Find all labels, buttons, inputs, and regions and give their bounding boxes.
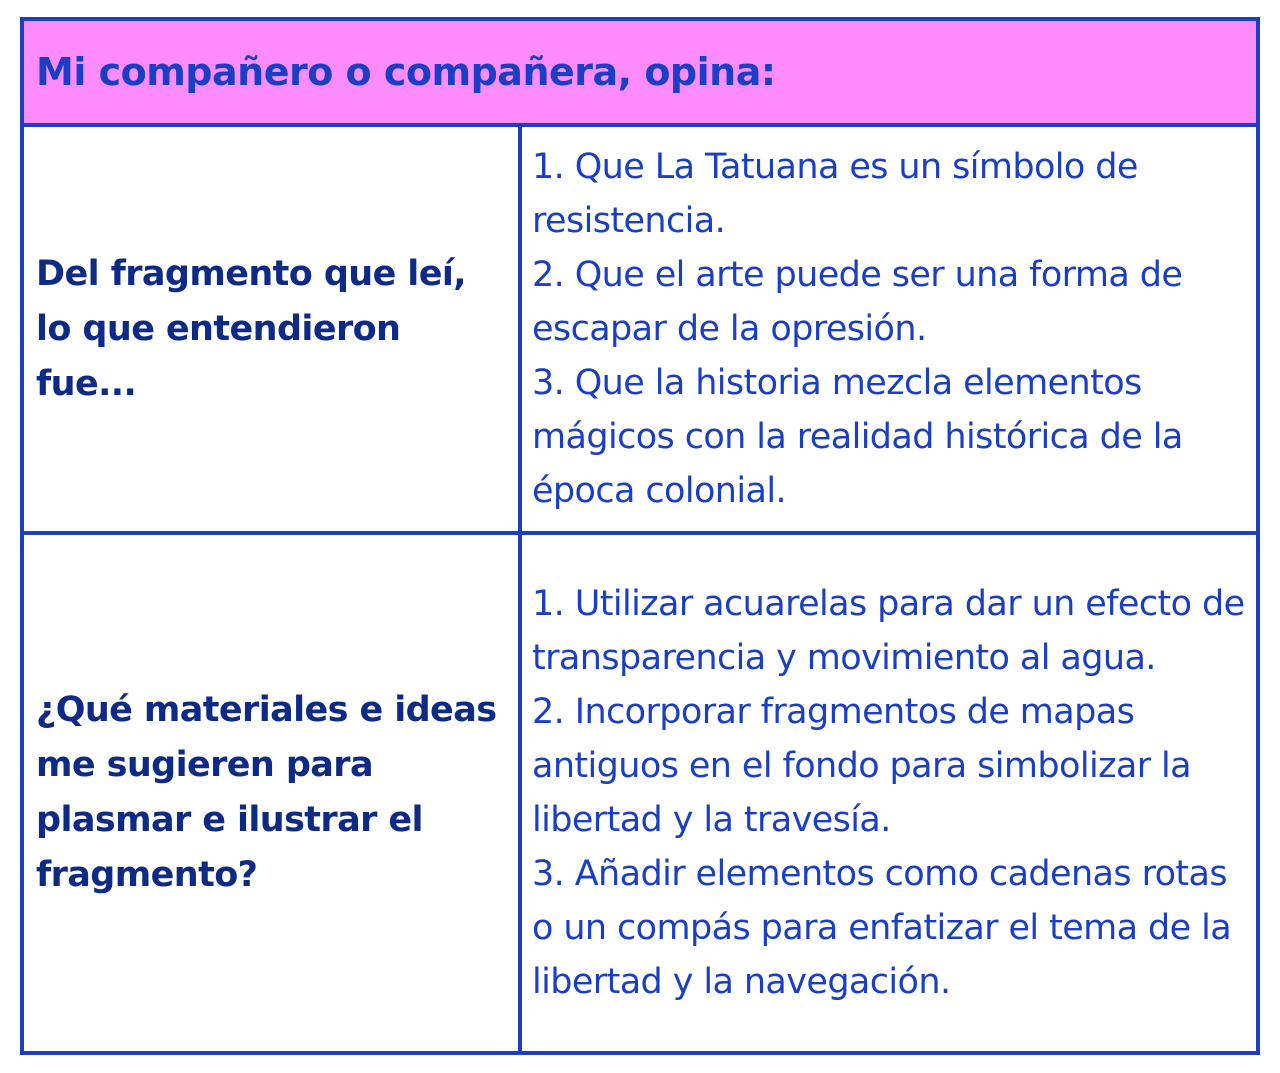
answer-cell-materials xyxy=(522,535,1256,1051)
answer-cell-understanding xyxy=(522,127,1256,535)
answer-item: 2. Incorporar fragmentos de mapas antiguos en el fondo para simbolizar la libertad y la travesía. xyxy=(532,692,1192,840)
prompt-cell-understanding xyxy=(24,127,522,535)
table-header xyxy=(24,21,1256,127)
prompt-cell-materials xyxy=(24,535,522,1051)
answer-item: 1. Utilizar acuarelas para dar un efecto de transparencia y movimiento al agua. xyxy=(532,584,1245,678)
answer-item: 3. Añadir elementos como cadenas rotas o un compás para enfatizar el tema de la libertad y la navegación. xyxy=(532,854,1232,1002)
answer-item: 1. Que La Tatuana es un símbolo de resistencia. xyxy=(532,147,1138,241)
prompt-text: ¿Qué materiales e ideas me sugieren para plasmar e ilustrar el fragmento? xyxy=(36,690,497,895)
answer-item: 3. Que la historia mezcla elementos mágicos con la realidad histórica de la época colonial. xyxy=(532,363,1183,511)
prompt-text: Del fragmento que leí, lo que entendieron fue... xyxy=(36,253,466,404)
answer-item: 2. Que el arte puede ser una forma de escapar de la opresión. xyxy=(532,255,1183,349)
table-title: Mi compañero o compañera, opina: xyxy=(36,50,776,94)
peer-opinion-table xyxy=(20,17,1260,1055)
